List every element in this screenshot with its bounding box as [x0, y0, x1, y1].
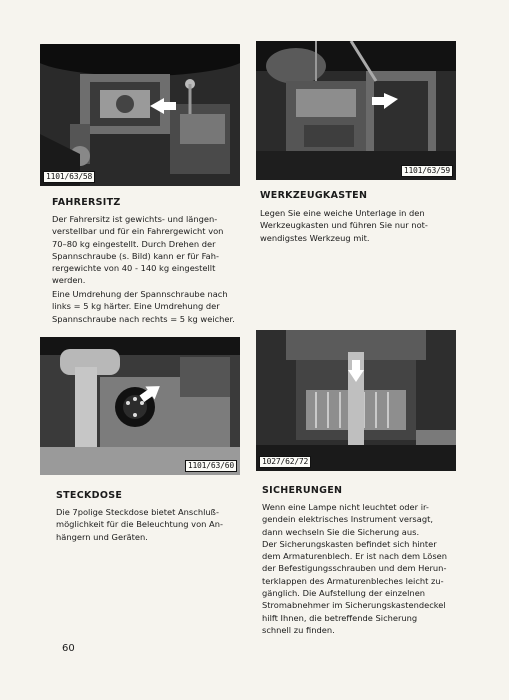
- photo-sicherungen: [256, 330, 456, 471]
- photo-fahrersitz: [40, 44, 240, 186]
- paragraph-fahrersitz-1: [52, 213, 240, 287]
- text-line: hilft Ihnen, die betreffende Sicherung: [262, 612, 418, 623]
- text-line: links = 5 kg härter. Eine Umdrehung der: [52, 301, 220, 312]
- text-line: Spannschraube nach rechts = 5 kg weicher.: [52, 313, 235, 324]
- text-line: schnell zu finden.: [262, 624, 335, 635]
- text-line: dann wechseln Sie die Sicherung aus.: [262, 526, 420, 537]
- text-line: hängern und Geräten.: [56, 531, 148, 542]
- text-line: möglichkeit für die Beleuchtung von An-: [56, 519, 223, 530]
- text-line: Eine Umdrehung der Spannschraube nach: [52, 289, 228, 299]
- text-line: Legen Sie eine weiche Unterlage in den: [260, 208, 425, 218]
- paragraph-steckdose: [56, 506, 242, 543]
- seat-mechanism-image: [40, 44, 240, 186]
- fuse-box-image: [256, 330, 456, 471]
- text-line: gänglich. Die Aufstellung der einzelnen: [262, 588, 426, 599]
- text-line: Werkzeugkasten und führen Sie nur not-: [260, 220, 428, 231]
- figure-label: 1027/62/72: [259, 456, 311, 468]
- section-title-sicherungen: SICHERUNGEN: [262, 485, 343, 496]
- text-line: verstellbar und für ein Fahrergewicht von: [52, 226, 224, 237]
- text-line: Spannschraube (s. Bild) kann er für Fah-: [52, 250, 219, 261]
- paragraph-sicherungen: [262, 501, 456, 636]
- photo-werkzeugkasten: [256, 41, 456, 180]
- text-line: Der Fahrersitz ist gewichts- und längen-: [52, 214, 218, 224]
- section-title-werkzeugkasten: WERKZEUGKASTEN: [260, 190, 368, 201]
- text-line: rergewichte von 40 - 140 kg eingestellt: [52, 263, 216, 274]
- photo-steckdose: [40, 337, 240, 475]
- toolbox-image: [256, 41, 456, 180]
- section-title-steckdose: STECKDOSE: [56, 490, 123, 501]
- text-line: Stromabnehmer im Sicherungskastendeckel: [262, 600, 446, 611]
- text-line: Der Sicherungskasten befindet sich hinter: [262, 538, 437, 549]
- text-line: Die 7polige Steckdose bietet Anschluß-: [56, 507, 220, 517]
- socket-image: [40, 337, 240, 475]
- figure-label: 1101/63/58: [43, 171, 95, 183]
- text-line: wendigstes Werkzeug mit.: [260, 232, 370, 243]
- page-number: 60: [62, 643, 75, 654]
- figure-label: 1101/63/60: [185, 460, 237, 472]
- paragraph-fahrersitz-2: [52, 288, 242, 325]
- section-title-fahrersitz: FAHRERSITZ: [52, 197, 121, 208]
- text-line: dem Armaturenblech. Er ist nach dem Lösen: [262, 551, 448, 562]
- text-line: werden.: [52, 275, 86, 286]
- text-line: gendein elektrisches Instrument versagt,: [262, 514, 433, 525]
- text-line: 70–80 kg eingestellt. Durch Drehen der: [52, 238, 216, 249]
- figure-label: 1101/63/59: [401, 165, 453, 177]
- text-line: Wenn eine Lampe nicht leuchtet oder ir-: [262, 502, 429, 512]
- text-line: der Befestigungsschrauben und dem Herun-: [262, 563, 447, 574]
- text-line: terklappen des Armaturenbleches leicht zu-: [262, 575, 444, 586]
- paragraph-werkzeugkasten: [260, 207, 452, 244]
